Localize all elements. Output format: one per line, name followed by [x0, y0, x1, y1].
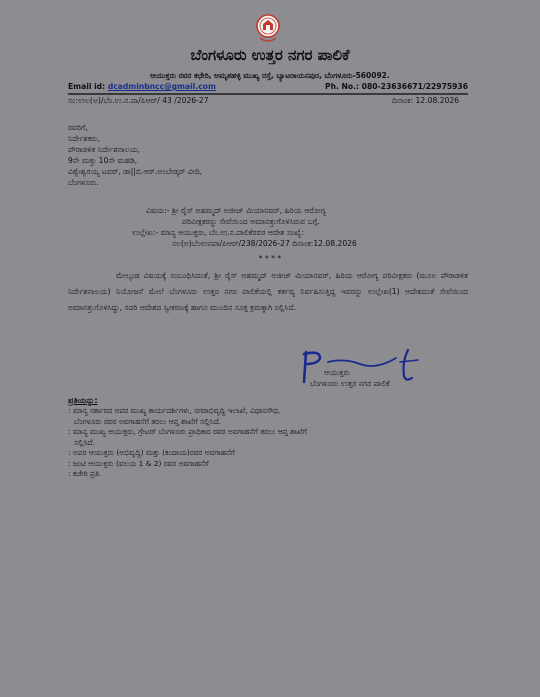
recipient-line: ಬೆಂಗಳೂರು. — [68, 178, 99, 187]
recipient-line: ಪೌರಾಡಳಿತ ನಿರ್ದೇಶನಾಲಯ, — [68, 145, 140, 154]
list-item: ಬೆಂಗಳೂರು ರವರ ಅವಗಾಹನೆಗೆ ತರಲು ಆಪ್ತ ಶಾಖೆಗೆ ಸಲ್ಲಿಸಿದೆ. — [74, 416, 222, 426]
reference-number: ಸಂ:ಉಲ(ಅ)/ಬೆಂ.ಉ.ನ.ಪಾ/ಪಿಆರ್/ 43 /2026-27 — [68, 96, 209, 105]
list-item: : ಮಾನ್ಯ ಮುಖ್ಯ ಆಯುಕ್ತರು, ಗ್ರೇಟರ್ ಬೆಂಗಳೂರು ಪ್ರಾಧಿಕಾರ ರವರ ಅವಗಾಹನೆಗೆ ತರಲು ಆಪ್ತ ಶಾಖೆಗೆ — [68, 427, 307, 436]
header-divider — [68, 93, 468, 95]
copies-heading: ಪ್ರತಿಯನ್ನು: — [68, 396, 98, 405]
office-address: ಆಯುಕ್ತರು ರವರ ಕಛೇರಿ, ಅಮೃತಹಳ್ಳಿ ಮುಖ್ಯ ರಸ್ತೆ, ಬ್ಯಾಟರಾಯನಪುರ, ಬೆಂಗಳೂರು-560092. — [150, 71, 390, 80]
emblem-logo-icon — [256, 14, 280, 46]
subject-line: ಪರಿವೀಕ್ಷಕರನ್ನು ಸೇವೆಯಿಂದ ಅಮಾನತ್ತುಗೊಳಿಸಿರುವ ಬಗ್ಗೆ. — [182, 217, 320, 226]
list-item: ಸಲ್ಲಿಸಿದೆ. — [74, 437, 95, 447]
email-link[interactable]: dcadminbncc@gmail.com — [107, 82, 216, 91]
phone-number: Ph. No.: 080-23636671/22975936 — [325, 82, 468, 91]
email-label: Email id: — [68, 82, 106, 91]
recipient-line: ನಿರ್ದೇಶಕರು, — [68, 134, 100, 143]
list-item: : ಅಪರ ಆಯುಕ್ತರು (ಅಭಿವೃದ್ಧಿ) ಮತ್ತು (ಕಂದಾಯ)ರವರ ಅವಗಾಹನೆಗೆ — [68, 448, 235, 457]
organization-title: ಬೆಂಗಳೂರು ಉತ್ತರ ನಗರ ಪಾಲಿಕೆ — [190, 46, 350, 64]
list-item: : ಕಚೇರಿ ಪ್ರತಿ. — [68, 469, 102, 478]
recipient-line: 9ನೇ ಮತ್ತು 10ನೇ ಮಹಡಿ, — [68, 156, 138, 165]
signatory-office: ಆಯುಕ್ತರು — [324, 368, 351, 377]
reference-line: ಉಲ್ಲೇಖ:- ಮಾನ್ಯ ಆಯುಕ್ತರು, ಬೆಂ.ಉ.ನ.ಪಾಲಿಕೆರವರ ಆದೇಶ ಸಂಖ್ಯೆ: — [132, 228, 304, 237]
subject-block — [132, 205, 357, 249]
reference-line: ಸಲ(ಅ)ಬೆಂಉನಪಾ/ಪಿಆರ್/238/2026-27 ದಿನಾಂಕ:12.08.2026 — [172, 239, 357, 248]
copies-list — [68, 406, 488, 480]
subject-line: ವಿಷಯ:- ಶ್ರೀ ರೈಸ್ ಅಹಮ್ಮದ್ ಅಜೀಜ್ ಮಿಯಾನವರ್, ಹಿರಿಯ ಆರೋಗ್ಯ — [146, 206, 326, 215]
body-paragraph: ಮೇಲ್ಕಂಡ ವಿಷಯಕ್ಕೆ ಸಂಬಂಧಿಸಿದಂತೆ, ಶ್ರೀ ರೈಸ್ ಅಹಮ್ಮದ್ ಅಜೀಜ್ ಮಿಯಾನವರ್, ಹಿರಿಯ ಆರೋಗ್ಯ ಪರಿವೀಕ್ಷಕರು (ಮೂಲ ಪೌರಾಡಳಿತ ನಿರ್ದೇಶನಾಲಯ) ನಿಯೋಜನೆ ಮೇಲೆ ಬೆಂಗಳೂರು ಉತ್ತರ ನಗರ ಪಾಲಿಕೆಯಲ್ಲಿ ಕರ್ತವ್ಯ ನಿರ್ವಹಿಸುತ್ತಿದ್ದ ಇವರನ್ನು ಉಲ್ಲೇಖ(1) ಆದೇಶದಂತೆ ಸೇವೆಯಿಂದ ಅಮಾನತ್ತುಗೊಳಿಸಿದ್ದು, ಸದರಿ ಆದೇಶದ ಸ್ವೀಕರಣಕ್ಕೆ ಹಾಗೂ ಮುಂದಿನ ಸೂಕ್ತ ಕ್ರಮಕ್ಕಾಗಿ ಸಲ್ಲಿಸಿದೆ. — [68, 271, 468, 312]
email-block — [68, 82, 216, 91]
list-item: : ಜಂಟಿ ಆಯುಕ್ತರು (ವಲಯ 1 & 2) ರವರ ಅವಗಾಹನೆಗೆ — [68, 458, 209, 468]
recipient-address — [68, 122, 202, 188]
list-item: : ಮಾನ್ಯ ಸರ್ಕಾರದ ಅಪರ ಮುಖ್ಯ ಕಾರ್ಯದರ್ಶಿಗಳು, ನಗರಾಭಿವೃದ್ಧಿ ಇಲಾಖೆ, ವಿಧಾನಸೌಧ, — [68, 406, 281, 415]
recipient-line: ವಿಶ್ವೇಶ್ವರಯ್ಯ ಟವರ್, ಡಾ||ಬಿ.ಆರ್.ಅಂಬೇಡ್ಕರ್ ವೀದಿ, — [68, 167, 203, 176]
signatory-designation: ಬೆಂಗಳೂರು ಉತ್ತರ ನಗರ ಪಾಲಿಕೆ — [310, 379, 390, 388]
letter-date: ದಿನಾಂಕ: 12.08.2026 — [392, 96, 460, 105]
recipient-line: ರವರಿಗೆ, — [68, 123, 88, 132]
separator-stars: * * * * — [258, 254, 282, 263]
